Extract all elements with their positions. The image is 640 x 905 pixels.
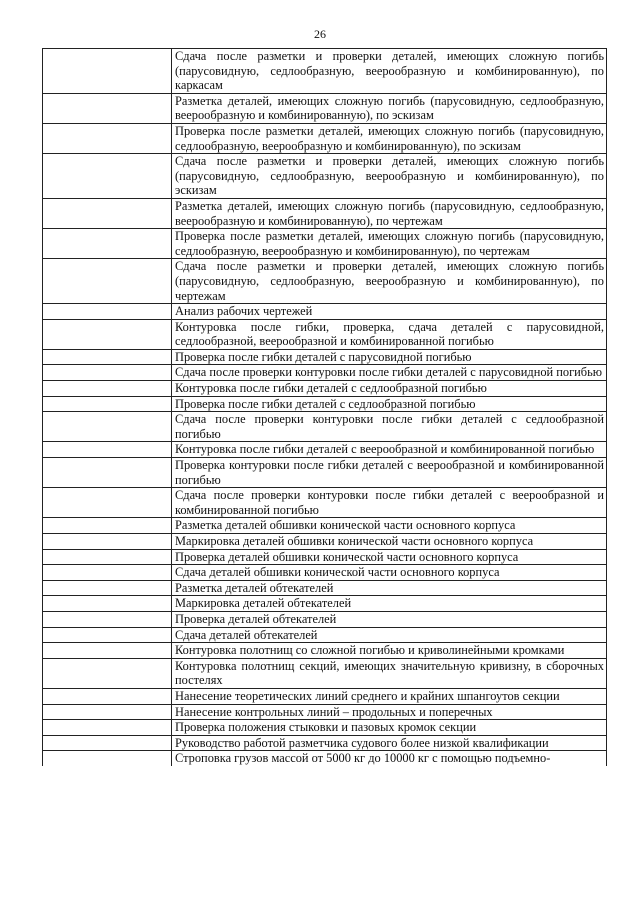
operation-text: Контуровка полотнищ секций, имеющих значительную кривизну, в сборочных постелях	[172, 658, 607, 688]
table-row	[43, 643, 607, 659]
operation-text: Маркировка деталей обшивки конической части основного корпуса	[172, 534, 607, 550]
operation-text: Контуровка после гибки деталей с веерообразной и комбинированной погибью	[172, 442, 607, 458]
operation-text: Проверка после разметки деталей, имеющих сложную погибь (парусовидную, седлообразную, веерообразную и комбинированную), по чертежам	[172, 229, 607, 259]
empty-left-cell	[43, 198, 172, 228]
empty-left-cell	[43, 565, 172, 581]
operations-table	[42, 48, 607, 766]
table-row	[43, 304, 607, 320]
table-row	[43, 735, 607, 751]
empty-left-cell	[43, 365, 172, 381]
table-row	[43, 381, 607, 397]
table-row	[43, 412, 607, 442]
table-row	[43, 259, 607, 304]
operation-text: Разметка деталей, имеющих сложную погибь (парусовидную, седлообразную, веерообразную и комбинированную), по эскизам	[172, 93, 607, 123]
table-row	[43, 627, 607, 643]
table-row	[43, 229, 607, 259]
empty-left-cell	[43, 549, 172, 565]
empty-left-cell	[43, 349, 172, 365]
table-row	[43, 611, 607, 627]
table-row	[43, 442, 607, 458]
operation-text: Сдача после проверки контуровки после гибки деталей с парусовидной погибью	[172, 365, 607, 381]
empty-left-cell	[43, 704, 172, 720]
operation-text: Сдача после проверки контуровки после гибки деталей с веерообразной и комбинированной погибью	[172, 488, 607, 518]
operation-text: Анализ рабочих чертежей	[172, 304, 607, 320]
operation-text: Проверка деталей обтекателей	[172, 611, 607, 627]
empty-left-cell	[43, 229, 172, 259]
operation-text: Проверка после разметки деталей, имеющих сложную погибь (парусовидную, седлообразную, веерообразную и комбинированную), по эскизам	[172, 123, 607, 153]
operation-text: Строповка грузов массой от 5000 кг до 10000 кг с помощью подъемно-	[172, 751, 607, 766]
empty-left-cell	[43, 596, 172, 612]
table-row	[43, 49, 607, 94]
operation-text: Нанесение теоретических линий среднего и крайних шпангоутов секции	[172, 688, 607, 704]
table-row	[43, 658, 607, 688]
operation-text: Контуровка после гибки, проверка, сдача деталей с парусовидной, седлообразной, веерообразной и комбинированной погибью	[172, 319, 607, 349]
table-row	[43, 704, 607, 720]
empty-left-cell	[43, 688, 172, 704]
empty-left-cell	[43, 735, 172, 751]
operation-text: Проверка положения стыковки и пазовых кромок секции	[172, 720, 607, 736]
operation-text: Разметка деталей обтекателей	[172, 580, 607, 596]
table-row	[43, 565, 607, 581]
empty-left-cell	[43, 518, 172, 534]
table-row	[43, 458, 607, 488]
empty-left-cell	[43, 751, 172, 766]
operation-text: Сдача деталей обшивки конической части основного корпуса	[172, 565, 607, 581]
table-row	[43, 123, 607, 153]
empty-left-cell	[43, 412, 172, 442]
empty-left-cell	[43, 580, 172, 596]
empty-left-cell	[43, 93, 172, 123]
table-row	[43, 580, 607, 596]
table-row	[43, 154, 607, 199]
table-row	[43, 720, 607, 736]
empty-left-cell	[43, 720, 172, 736]
empty-left-cell	[43, 658, 172, 688]
operation-text: Контуровка после гибки деталей с седлообразной погибью	[172, 381, 607, 397]
operation-text: Проверка контуровки после гибки деталей с веерообразной и комбинированной погибью	[172, 458, 607, 488]
empty-left-cell	[43, 627, 172, 643]
empty-left-cell	[43, 611, 172, 627]
empty-left-cell	[43, 319, 172, 349]
operation-text: Сдача после разметки и проверки деталей, имеющих сложную погибь (парусовидную, седлообразную, веерообразную и комбинированную), по чертежам	[172, 259, 607, 304]
operation-text: Нанесение контрольных линий – продольных и поперечных	[172, 704, 607, 720]
empty-left-cell	[43, 381, 172, 397]
table-row	[43, 93, 607, 123]
empty-left-cell	[43, 304, 172, 320]
empty-left-cell	[43, 123, 172, 153]
table-row	[43, 488, 607, 518]
table-row	[43, 518, 607, 534]
operation-text: Руководство работой разметчика судового более низкой квалификации	[172, 735, 607, 751]
empty-left-cell	[43, 259, 172, 304]
operation-text: Сдача после разметки и проверки деталей, имеющих сложную погибь (парусовидную, седлообразную, веерообразную и комбинированную), по эскизам	[172, 154, 607, 199]
table-row	[43, 198, 607, 228]
table-row	[43, 534, 607, 550]
empty-left-cell	[43, 442, 172, 458]
empty-left-cell	[43, 396, 172, 412]
empty-left-cell	[43, 534, 172, 550]
operation-text: Контуровка полотнищ со сложной погибью и криволинейными кромками	[172, 643, 607, 659]
operation-text: Разметка деталей, имеющих сложную погибь (парусовидную, седлообразную, веерообразную и комбинированную), по чертежам	[172, 198, 607, 228]
empty-left-cell	[43, 458, 172, 488]
operation-text: Сдача после проверки контуровки после гибки деталей с седлообразной погибью	[172, 412, 607, 442]
operation-text: Проверка после гибки деталей с парусовидной погибью	[172, 349, 607, 365]
empty-left-cell	[43, 154, 172, 199]
operation-text: Разметка деталей обшивки конической части основного корпуса	[172, 518, 607, 534]
operation-text: Маркировка деталей обтекателей	[172, 596, 607, 612]
operation-text: Сдача деталей обтекателей	[172, 627, 607, 643]
page-number: 26	[314, 27, 326, 41]
table-row	[43, 365, 607, 381]
table-row	[43, 751, 607, 766]
table-row	[43, 396, 607, 412]
table-row	[43, 319, 607, 349]
table-row	[43, 549, 607, 565]
table-body	[43, 49, 607, 766]
table-row	[43, 596, 607, 612]
table-row	[43, 349, 607, 365]
table-row	[43, 688, 607, 704]
empty-left-cell	[43, 49, 172, 94]
operation-text: Проверка деталей обшивки конической части основного корпуса	[172, 549, 607, 565]
empty-left-cell	[43, 643, 172, 659]
empty-left-cell	[43, 488, 172, 518]
operation-text: Сдача после разметки и проверки деталей, имеющих сложную погибь (парусовидную, седлообразную, веерообразную и комбинированную), по каркасам	[172, 49, 607, 94]
operation-text: Проверка после гибки деталей с седлообразной погибью	[172, 396, 607, 412]
